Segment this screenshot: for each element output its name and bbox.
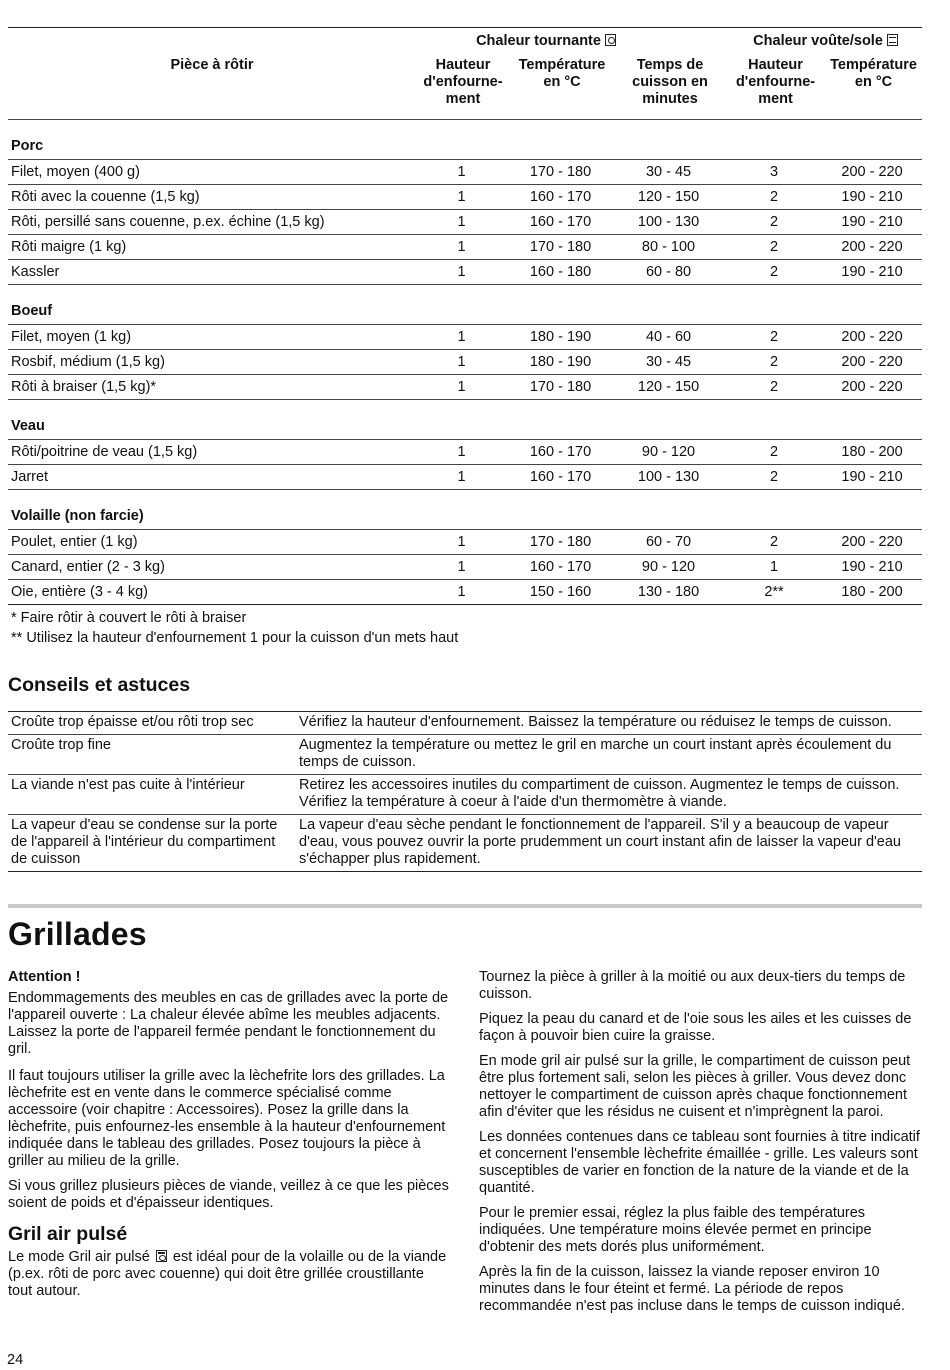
table-cell-h1: 1 xyxy=(413,580,510,605)
table-cell-t1: 170 - 180 xyxy=(510,530,611,555)
paragraph: Il faut toujours utiliser la grille avec la lèchefrite lors des grillades. La lèchefrite est en vente dans le commerce spécialisé comme accessoire (voir chapitre : Accessoires). Posez la grille dans la lèchefrite, puis enfournez-les ensemble à la hauteur d'enfournement indiquée dans le tableau des grillades. Posez toujours la pièce à griller au milieu de la grille. xyxy=(8,1068,446,1169)
section-row xyxy=(8,285,922,325)
column-header-row xyxy=(8,53,922,120)
table-cell-t2: 180 - 200 xyxy=(822,440,922,465)
table-cell-piece: Canard, entier (2 - 3 kg) xyxy=(8,555,413,580)
tips-row xyxy=(8,815,922,872)
table-row xyxy=(8,530,922,555)
top-bottom-heat-icon xyxy=(887,34,898,46)
table-cell-t2: 200 - 220 xyxy=(822,375,922,400)
table-cell-t2: 200 - 220 xyxy=(822,160,922,185)
table-cell-h1: 1 xyxy=(413,160,510,185)
table-cell-t1: 160 - 170 xyxy=(510,440,611,465)
table-cell-h1: 1 xyxy=(413,260,510,285)
table-cell-piece: Jarret xyxy=(8,465,413,490)
table-cell-t2: 190 - 210 xyxy=(822,185,922,210)
table-cell-t2: 200 - 220 xyxy=(822,235,922,260)
section-row xyxy=(8,490,922,530)
tips-solution: La vapeur d'eau sèche pendant le fonctionnement de l'appareil. S'il y a beaucoup de vapeur d'eau, vous pouvez ouvrir la porte prudemment un court instant afin de laisser la vapeur d'eau s'échapper plus rapidement. xyxy=(299,817,901,867)
table-cell-time: 30 - 45 xyxy=(611,350,726,375)
grillades-heading: Grillades xyxy=(8,916,147,952)
table-cell-time: 130 - 180 xyxy=(611,580,726,605)
table-cell-h2: 2 xyxy=(726,210,822,235)
table-cell-t1: 160 - 180 xyxy=(510,260,611,285)
table-row xyxy=(8,555,922,580)
gril-air-paragraph: Le mode Gril air pulsé est idéal pour de la volaille ou de la viande (p.ex. rôti de porc avec couenne) qui doit être grillée croustillante tout autour. xyxy=(8,1249,447,1299)
tips-problem: Croûte trop épaisse et/ou rôti trop sec xyxy=(8,712,296,735)
tips-row xyxy=(8,775,922,815)
paragraph: Piquez la peau du canard et de l'oie sous les ailes et les cuisses de façon à pouvoir bien cuire la graisse. xyxy=(479,1011,912,1044)
table-cell-t2: 200 - 220 xyxy=(822,350,922,375)
table-cell-t1: 150 - 160 xyxy=(510,580,611,605)
section-title: Porc xyxy=(8,120,922,160)
table-cell-t2: 190 - 210 xyxy=(822,260,922,285)
page-number: 24 xyxy=(7,1352,24,1368)
tips-heading: Conseils et astuces xyxy=(8,674,191,696)
table-cell-h2: 2 xyxy=(726,375,822,400)
table-cell-h2: 2 xyxy=(726,350,822,375)
table-cell-piece: Rôti/poitrine de veau (1,5 kg) xyxy=(8,440,413,465)
section-row xyxy=(8,120,922,160)
footnote: * Faire rôtir à couvert le rôti à braiser xyxy=(11,610,247,626)
table-cell-h2: 2 xyxy=(726,260,822,285)
group-header-convection: Chaleur tournante xyxy=(413,28,726,54)
roasting-table-body xyxy=(8,120,922,605)
fan-grill-icon xyxy=(156,1250,167,1262)
left-column xyxy=(8,969,450,1308)
column-header-piece: Pièce à rôtir xyxy=(8,53,413,120)
group-header-top-bottom: Chaleur voûte/sole xyxy=(726,28,922,54)
table-cell-piece: Rosbif, médium (1,5 kg) xyxy=(8,350,413,375)
table-cell-h1: 1 xyxy=(413,440,510,465)
table-cell-h2: 2 xyxy=(726,325,822,350)
table-cell-time: 90 - 120 xyxy=(611,440,726,465)
table-cell-piece: Kassler xyxy=(8,260,413,285)
table-cell-piece: Rôti à braiser (1,5 kg)* xyxy=(8,375,413,400)
column-header-time: Temps de cuisson en minutes xyxy=(611,53,726,120)
table-cell-t1: 160 - 170 xyxy=(510,210,611,235)
column-header-tb-temp: Température en °C xyxy=(822,53,922,120)
grillades-columns xyxy=(8,969,922,1364)
column-header-tb-height: Hauteur d'enfourne-ment xyxy=(726,53,822,120)
tips-problem: Croûte trop fine xyxy=(8,735,296,775)
table-cell-h1: 1 xyxy=(413,375,510,400)
group-header-row xyxy=(8,28,922,54)
table-cell-time: 100 - 130 xyxy=(611,465,726,490)
right-column xyxy=(479,969,922,1323)
table-row xyxy=(8,185,922,210)
table-row xyxy=(8,440,922,465)
table-cell-time: 90 - 120 xyxy=(611,555,726,580)
section-title: Volaille (non farcie) xyxy=(8,490,922,530)
section-title: Boeuf xyxy=(8,285,922,325)
tips-row xyxy=(8,735,922,775)
column-header-conv-height: Hauteur d'enfourne-ment xyxy=(413,53,510,120)
table-cell-h1: 1 xyxy=(413,465,510,490)
table-cell-piece: Rôti avec la couenne (1,5 kg) xyxy=(8,185,413,210)
table-cell-h2: 2 xyxy=(726,440,822,465)
table-row xyxy=(8,465,922,490)
tips-solution: Retirez les accessoires inutiles du compartiment de cuisson. Augmentez le temps de cuisson. Vérifiez la température à coeur à l'aide d'un thermomètre à viande. xyxy=(296,775,922,815)
table-cell-time: 120 - 150 xyxy=(611,375,726,400)
table-cell-piece: Poulet, entier (1 kg) xyxy=(8,530,413,555)
paragraph: Endommagements des meubles en cas de grillades avec la porte de l'appareil ouverte : La chaleur élevée abîme les meubles adjacents. Laissez la porte de l'appareil fermée pendant le fonctionnement du gril. xyxy=(8,990,449,1057)
paragraph: En mode gril air pulsé sur la grille, le compartiment de cuisson peut être plus fortement sali, selon les pièces à griller. Vous devez donc nettoyer le compartiment de cuisson après chaque fonctionnement afin d'éviter que les résidus ne cuisent et n'imprègnent la paroi. xyxy=(479,1053,911,1120)
paragraph: Les données contenues dans ce tableau sont fournies à titre indicatif et concernent l'ensemble lèchefrite émaillée - grille. Les valeurs sont susceptibles de varier en fonction de la nature de la viande et de la quantité. xyxy=(479,1129,920,1196)
table-row xyxy=(8,235,922,260)
table-cell-h2: 3 xyxy=(726,160,822,185)
table-cell-t1: 170 - 180 xyxy=(510,235,611,260)
table-cell-t2: 190 - 210 xyxy=(822,465,922,490)
table-cell-time: 40 - 60 xyxy=(611,325,726,350)
table-cell-time: 80 - 100 xyxy=(611,235,726,260)
section-row xyxy=(8,400,922,440)
tips-row xyxy=(8,712,922,735)
tips-solution: Augmentez la température ou mettez le gril en marche un court instant après écoulement du temps de cuisson. xyxy=(296,735,922,775)
table-cell-h2: 2** xyxy=(726,580,822,605)
table-footnotes xyxy=(8,608,922,648)
table-cell-piece: Filet, moyen (400 g) xyxy=(8,160,413,185)
footnote: ** Utilisez la hauteur d'enfournement 1 pour la cuisson d'un mets haut xyxy=(11,630,459,646)
table-cell-time: 120 - 150 xyxy=(611,185,726,210)
table-cell-t2: 180 - 200 xyxy=(822,580,922,605)
table-cell-h1: 1 xyxy=(413,185,510,210)
table-cell-h1: 1 xyxy=(413,325,510,350)
tips-solution: Vérifiez la hauteur d'enfournement. Baissez la température ou réduisez le temps de cuisson. xyxy=(296,712,922,735)
table-cell-t2: 190 - 210 xyxy=(822,210,922,235)
table-cell-h1: 1 xyxy=(413,555,510,580)
table-row xyxy=(8,325,922,350)
table-cell-h2: 2 xyxy=(726,185,822,210)
table-row xyxy=(8,580,922,605)
paragraph: Pour le premier essai, réglez la plus faible des températures indiquées. Une température moins élevée permet en principe d'obtenir des mets dorés plus uniformément. xyxy=(479,1205,872,1255)
table-cell-h2: 2 xyxy=(726,530,822,555)
table-cell-piece: Filet, moyen (1 kg) xyxy=(8,325,413,350)
table-cell-h2: 2 xyxy=(726,465,822,490)
table-cell-piece: Rôti, persillé sans couenne, p.ex. échine (1,5 kg) xyxy=(8,210,413,235)
attention-label: Attention ! xyxy=(8,969,81,985)
table-cell-h1: 1 xyxy=(413,235,510,260)
table-cell-h1: 1 xyxy=(413,530,510,555)
table-row xyxy=(8,260,922,285)
table-cell-t2: 200 - 220 xyxy=(822,325,922,350)
table-cell-t1: 170 - 180 xyxy=(510,160,611,185)
document-page xyxy=(8,27,922,1364)
table-cell-piece: Oie, entière (3 - 4 kg) xyxy=(8,580,413,605)
table-row xyxy=(8,375,922,400)
table-cell-t1: 180 - 190 xyxy=(510,325,611,350)
table-cell-t1: 160 - 170 xyxy=(510,185,611,210)
column-header-conv-temp: Température en °C xyxy=(510,53,611,120)
paragraph: Tournez la pièce à griller à la moitié ou aux deux-tiers du temps de cuisson. xyxy=(479,969,906,1002)
tips-problem: La vapeur d'eau se condense sur la porte de l'appareil à l'intérieur du compartiment de cuisson xyxy=(11,817,278,867)
gril-air-subheading: Gril air pulsé xyxy=(8,1223,128,1245)
section-divider xyxy=(8,904,922,908)
table-cell-h1: 1 xyxy=(413,210,510,235)
table-cell-t2: 190 - 210 xyxy=(822,555,922,580)
table-cell-t1: 180 - 190 xyxy=(510,350,611,375)
table-cell-t1: 170 - 180 xyxy=(510,375,611,400)
paragraph: Après la fin de la cuisson, laissez la viande reposer environ 10 minutes dans le four éteint et fermé. La période de repos recommandée n'est pas incluse dans le temps de cuisson indiqué. xyxy=(479,1264,905,1314)
table-cell-piece: Rôti maigre (1 kg) xyxy=(8,235,413,260)
roasting-table xyxy=(8,27,922,605)
tips-table xyxy=(8,711,922,872)
table-cell-h1: 1 xyxy=(413,350,510,375)
paragraph: Si vous grillez plusieurs pièces de viande, veillez à ce que les pièces soient de poids et d'épaisseur identiques. xyxy=(8,1178,449,1211)
table-row xyxy=(8,350,922,375)
table-cell-t1: 160 - 170 xyxy=(510,555,611,580)
table-cell-time: 30 - 45 xyxy=(611,160,726,185)
table-cell-t1: 160 - 170 xyxy=(510,465,611,490)
tips-table-body xyxy=(8,712,922,872)
table-cell-time: 100 - 130 xyxy=(611,210,726,235)
tips-problem: La viande n'est pas cuite à l'intérieur xyxy=(8,775,296,815)
table-cell-t2: 200 - 220 xyxy=(822,530,922,555)
convection-fan-icon xyxy=(605,34,616,46)
header-empty xyxy=(8,28,413,54)
table-cell-h2: 2 xyxy=(726,235,822,260)
table-row xyxy=(8,210,922,235)
table-cell-h2: 1 xyxy=(726,555,822,580)
table-cell-time: 60 - 80 xyxy=(611,260,726,285)
table-row xyxy=(8,160,922,185)
section-title: Veau xyxy=(8,400,922,440)
table-cell-time: 60 - 70 xyxy=(611,530,726,555)
